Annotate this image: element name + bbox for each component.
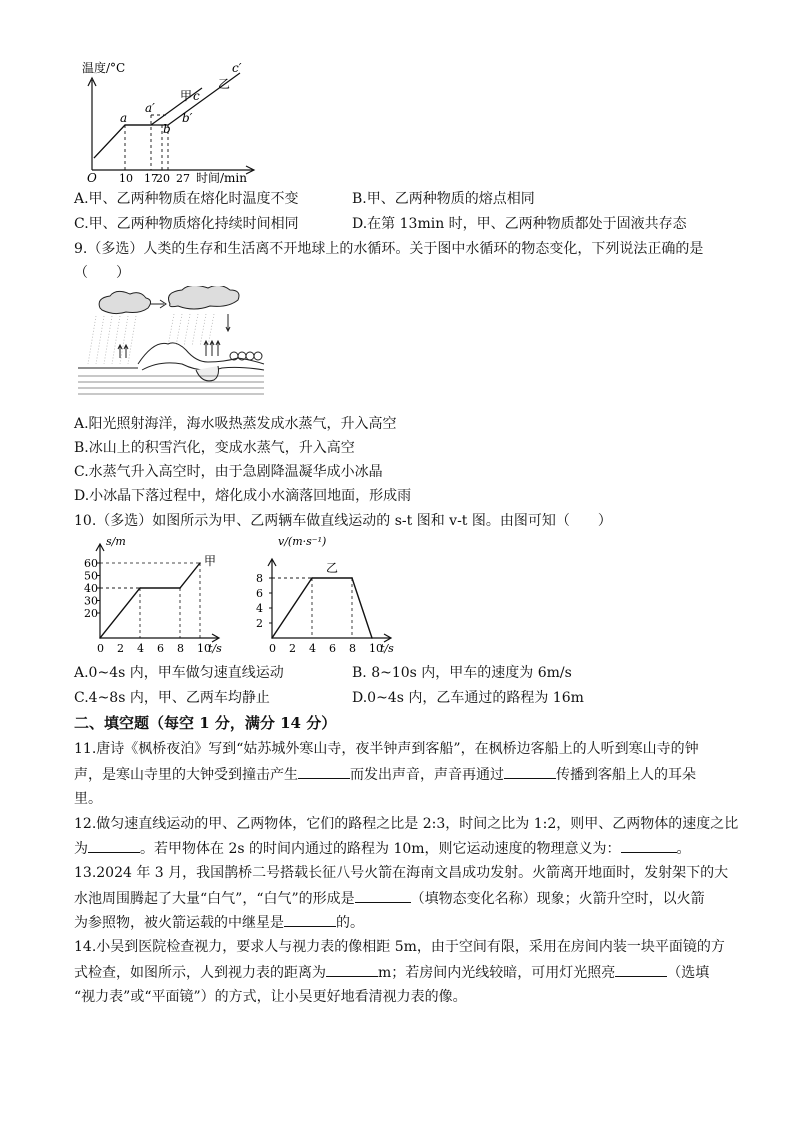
- q10-stem: 10.（多选）如图所示为甲、乙两辆车做直线运动的 s-t 图和 v-t 图。由图可知（ ）: [74, 513, 612, 529]
- q9-option-a: A.阳光照射海洋，海水吸热蒸发成水蒸气，升入高空: [74, 416, 397, 432]
- q10-option-b: B. 8~10s 内，甲车的速度为 6m/s: [352, 665, 572, 681]
- origin-label: O: [87, 171, 97, 183]
- st-data-point: [99, 637, 101, 639]
- point-b: b: [163, 122, 171, 136]
- q13-text-b: （填物态变化名称）现象；火箭升空时，以火箭: [410, 891, 705, 907]
- q10-option-d: D.0~4s 内，乙车通过的路程为 16m: [352, 690, 584, 706]
- st-xtick-label: 0: [97, 642, 104, 655]
- q14-blank-1[interactable]: [326, 962, 378, 977]
- q14-blank-2[interactable]: [615, 962, 667, 977]
- q8-option-d: D.在第 13min 时，甲、乙两种物质都处于固液共存态: [352, 216, 687, 232]
- tick-27: 27: [176, 172, 190, 183]
- q11-text-c: 传播到客船上人的耳朵: [556, 767, 696, 783]
- q11-text-a: 声，是寒山寺里的大钟受到撞击产生: [74, 767, 298, 783]
- melting-graph: [72, 58, 262, 183]
- water-cycle-illustration: [78, 286, 268, 406]
- q11-blank-1[interactable]: [298, 764, 350, 779]
- q9-option-c: C.水蒸气升入高空时，由于急剧降温凝华成小冰晶: [74, 464, 383, 480]
- st-data-point: [179, 587, 181, 589]
- vt-xtick-label: 2: [289, 642, 296, 655]
- tick-17: 17: [144, 172, 158, 183]
- q14-text-c: （选填: [667, 965, 710, 981]
- q10-option-c: C.4~8s 内，甲、乙两车均静止: [74, 690, 270, 706]
- label-jia: 甲: [180, 89, 193, 103]
- temp-axis-label: 温度/°C: [82, 61, 126, 75]
- q12-text-a: 为: [74, 841, 88, 857]
- q14-line2: [74, 962, 709, 983]
- s-t-chart: [72, 533, 247, 658]
- q12-blank-2[interactable]: [621, 838, 677, 853]
- st-xtick-label: 6: [157, 642, 164, 655]
- q11-text-b: 而发出声音，声音再通过: [350, 767, 504, 783]
- st-series-label: 甲: [204, 554, 217, 568]
- q11-blank-2[interactable]: [504, 764, 556, 779]
- q13-line3: [74, 912, 364, 933]
- q14-text-b: m；若房间内光线较暗，可用灯光照亮: [378, 965, 616, 981]
- q11-line3: 里。: [74, 791, 102, 807]
- st-xtick-label: 2: [117, 642, 124, 655]
- st-ytick-label: 40: [84, 582, 98, 595]
- vt-data-point: [351, 577, 353, 579]
- label-yi: 乙: [218, 77, 231, 91]
- q12-line1: 12.做匀速直线运动的甲、乙两物体，它们的路程之比是 2:3，时间之比为 1:2，则甲、乙两物体的速度之比: [74, 816, 739, 832]
- q9-option-b: B.冰山上的积雪汽化，变成水蒸气，升入高空: [74, 440, 355, 456]
- q12-blank-1[interactable]: [88, 838, 140, 853]
- vt-ylabel: v/(m·s⁻¹): [278, 535, 327, 548]
- st-ytick-label: 50: [84, 569, 98, 583]
- vt-data-point: [371, 637, 373, 639]
- q13-line2: [74, 888, 705, 909]
- st-ytick-label: 30: [84, 594, 98, 608]
- q12-text-c: 。: [676, 841, 691, 857]
- st-series-line: [100, 563, 200, 638]
- st-xtick-label: 4: [137, 642, 144, 655]
- q8-option-c: C.甲、乙两种物质熔化持续时间相同: [74, 216, 299, 232]
- vt-data-point: [271, 637, 273, 639]
- st-xlabel: t/s: [208, 642, 222, 655]
- st-ytick-label: 20: [84, 607, 98, 620]
- q12-text-b: 。若甲物体在 2s 的时间内通过的路程为 10m，则它运动速度的物理意义为：: [140, 841, 621, 857]
- st-xtick-label: 10: [197, 642, 211, 655]
- time-axis-label: 时间/min: [196, 171, 247, 183]
- vt-ytick-label: 4: [256, 602, 263, 615]
- tick-20: 20: [156, 172, 170, 183]
- point-b-prime: b′: [182, 111, 193, 125]
- q13-blank-1[interactable]: [355, 888, 411, 903]
- q8-option-b: B.甲、乙两种物质的熔点相同: [352, 191, 535, 207]
- q14-text-a: 式检查，如图所示，人到视力表的距离为: [74, 965, 326, 981]
- st-data-point: [199, 562, 201, 564]
- vt-xtick-label: 4: [309, 642, 316, 655]
- q8-option-a: A.甲、乙两种物质在熔化时温度不变: [74, 191, 299, 207]
- vt-ytick-label: 8: [256, 572, 263, 585]
- q12-line2: [74, 838, 691, 859]
- st-xtick-label: 8: [177, 642, 184, 655]
- st-ylabel: s/m: [106, 535, 126, 548]
- tick-10: 10: [119, 172, 133, 183]
- st-data-point: [139, 587, 141, 589]
- q13-text-d: 的。: [336, 915, 364, 931]
- point-a-prime: a′: [145, 101, 155, 115]
- q11-line1: 11.唐诗《枫桥夜泊》写到“姑苏城外寒山寺，夜半钟声到客船”，在枫桥边客船上的人听到寒山寺的钟: [74, 741, 699, 757]
- q13-line1: 13.2024 年 3 月，我国鹊桥二号搭载长征八号火箭在海南文昌成功发射。火箭离开地面时，发射架下的大: [74, 865, 729, 881]
- vt-data-point: [311, 577, 313, 579]
- q13-text-c: 为参照物，被火箭运载的中继星是: [74, 915, 284, 931]
- vt-xtick-label: 0: [269, 642, 276, 655]
- vt-xlabel: t/s: [380, 642, 394, 655]
- q14-line1: 14.小吴到医院检查视力，要求人与视力表的像相距 5m，由于空间有限，采用在房间内装一块平面镜的方: [74, 939, 725, 955]
- v-t-chart: [248, 533, 408, 658]
- vt-series-line: [272, 578, 372, 638]
- vt-xtick-label: 6: [329, 642, 336, 655]
- q11-line2: [74, 764, 696, 785]
- vt-xtick-label: 8: [349, 642, 356, 655]
- vt-ytick-label: 6: [256, 587, 263, 600]
- q9-paren: （ ）: [74, 265, 130, 281]
- q9-option-d: D.小冰晶下落过程中，熔化成小水滴落回地面，形成雨: [74, 488, 412, 504]
- q9-stem: 9.（多选）人类的生存和生活离不开地球上的水循环。关于图中水循环的物态变化，下列说法正确的是: [74, 241, 704, 257]
- section-title: 二、填空题（每空 1 分，满分 14 分）: [74, 714, 337, 732]
- point-c: c: [193, 89, 200, 103]
- vt-ytick-label: 2: [256, 617, 263, 630]
- q10-option-a: A.0~4s 内，甲车做匀速直线运动: [74, 665, 284, 681]
- q13-blank-2[interactable]: [284, 912, 336, 927]
- q13-text-a: 水池周围腾起了大量“白气”，“白气”的形成是: [74, 891, 355, 907]
- vt-xtick-label: 10: [369, 642, 383, 655]
- st-ytick-label: 60: [84, 557, 98, 570]
- vt-series-label: 乙: [326, 561, 339, 575]
- q14-line3: “视力表”或“平面镜”）的方式，让小吴更好地看清视力表的像。: [74, 989, 467, 1005]
- point-c-prime: c′: [232, 61, 242, 75]
- point-a: a: [120, 111, 128, 125]
